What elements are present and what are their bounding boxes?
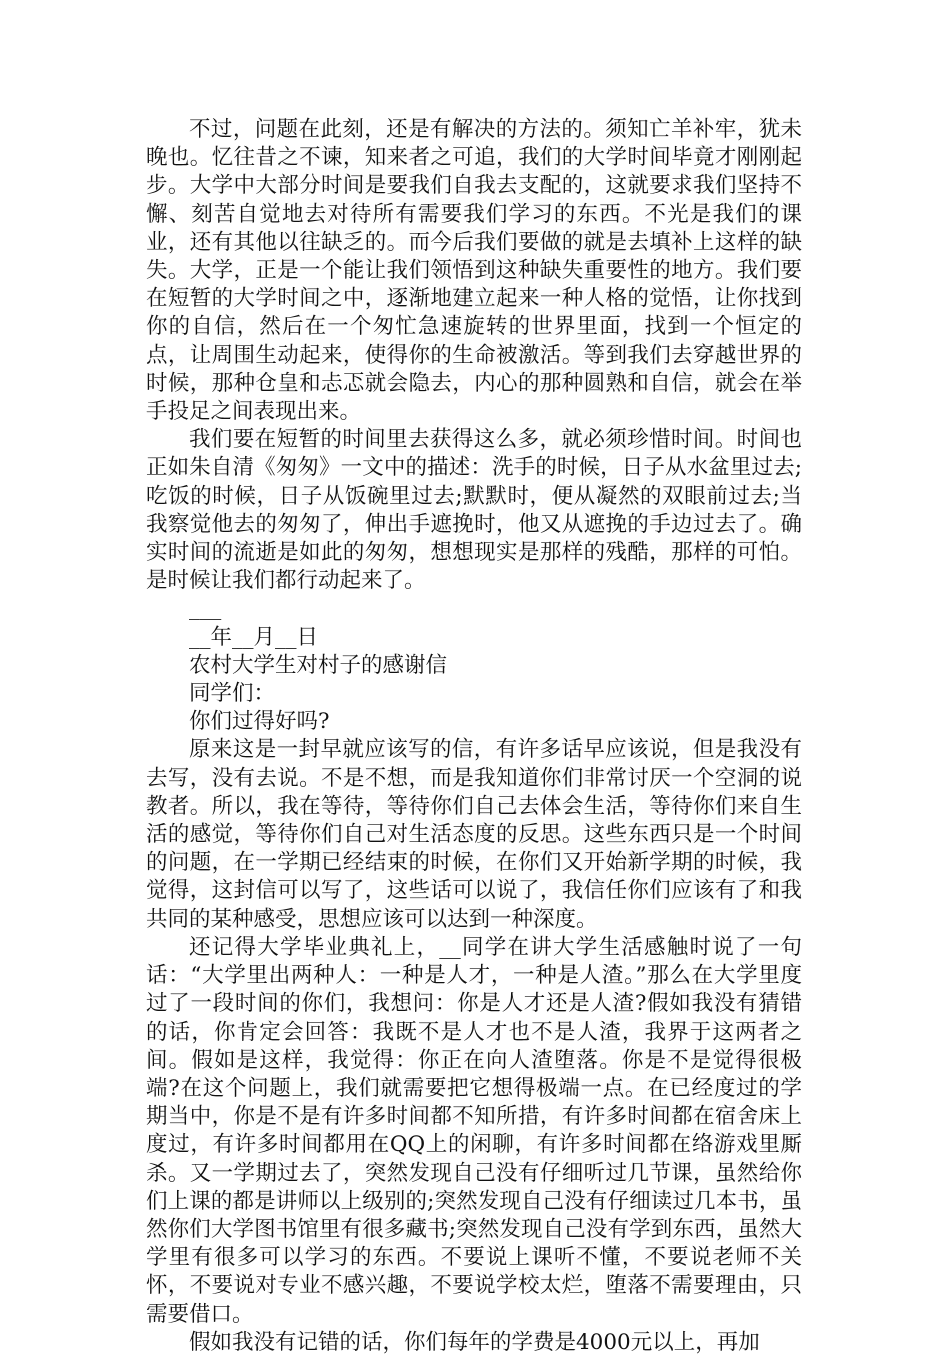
paragraph-cherish-time: 我们要在短暂的时间里去获得这么多，就必须珍惜时间。时间也正如朱自清《匆匆》一文中的描述：洗手的时候，日子从水盆里过去;吃饭的时候，日子从饭碗里过去;默默时，便从凝然的双眼前过去;当我察觉他去的匆匆了，伸出手遮挽时，他又从遮挽的手边过去了。确实时间的流逝是如此的匆匆，想想现实是那样的残酷，那样的可怕。是时候让我们都行动起来了。 (146, 427, 802, 594)
salutation: 同学们： (189, 681, 276, 707)
signature-blank: ___ (189, 596, 222, 622)
letter-title: 农村大学生对村子的感谢信 (189, 652, 448, 678)
greeting: 你们过得好吗? (189, 709, 330, 735)
date-line: __年__月__日 (189, 624, 319, 650)
paragraph-graduation-speech: 还记得大学毕业典礼上，__同学在讲大学生活感触时说了一句话：“大学里出两种人：一种是人才，一种是人渣。”那么在大学里度过了一段时间的你们，我想问：你是人才还是人渣?假如我没有猜错的话，你肯定会回答：我既不是人才也不是人渣，我界于这两者之间。假如是这样，我觉得：你正在向人渣堕落。你是不是觉得很极端?在这个问题上，我们就需要把它想得极端一点。在已经度过的学期当中，你是不是有许多时间都不知所措，有许多时间都在宿舍床上度过，有许多时间都用在QQ上的闲聊，有许多时间都在络游戏里厮杀。又一学期过去了，突然发现自己没有仔细听过几节课，虽然给你们上课的都是讲师以上级别的;突然发现自己没有仔细读过几本书，虽然你们大学图书馆里有很多藏书;突然发现自己没有学到东西，虽然大学里有很多可以学习的东西。不要说上课听不懂，不要说老师不关怀，不要说对专业不感兴趣，不要说学校太烂，堕落不需要理由，只需要借口。 (146, 934, 802, 1327)
paragraph-mend-the-fold: 不过，问题在此刻，还是有解决的方法的。须知亡羊补牢，犹未晚也。忆往昔之不谏，知来者之可追，我们的大学时间毕竟才刚刚起步。大学中大部分时间是要我们自我去支配的，这就要求我们坚持不懈、刻苦自觉地去对待所有需要我们学习的东西。不光是我们的课业，还有其他以往缺乏的。而今后我们要做的就是去填补上这样的缺失。大学，正是一个能让我们领悟到这种缺失重要性的地方。我们要在短暂的大学时间之中，逐渐地建立起来一种人格的觉悟，让你找到你的自信，然后在一个匆忙急速旋转的世界里面，找到一个恒定的点，让周围生动起来，使得你的生命被激活。等到我们去穿越世界的时候，那种仓皇和忐忑就会隐去，内心的那种圆熟和自信，就会在举手投足之间表现出来。 (146, 117, 802, 425)
paragraph-tuition: 假如我没有记错的话，你们每年的学费是4000元以上，再加 (189, 1329, 760, 1355)
paragraph-letter-intro: 原来这是一封早就应该写的信，有许多话早应该说，但是我没有去写，没有去说。不是不想，而是我知道你们非常讨厌一个空洞的说教者。所以，我在等待，等待你们自己去体会生活，等待你们来自生活的感觉，等待你们自己对生活态度的反思。这些东西只是一个时间的问题，在一学期已经结束的时候，在你们又开始新学期的时候，我觉得，这封信可以写了，这些话可以说了，我信任你们应该有了和我共同的某种感受，思想应该可以达到一种深度。 (146, 737, 802, 932)
document-page (146, 116, 802, 1357)
